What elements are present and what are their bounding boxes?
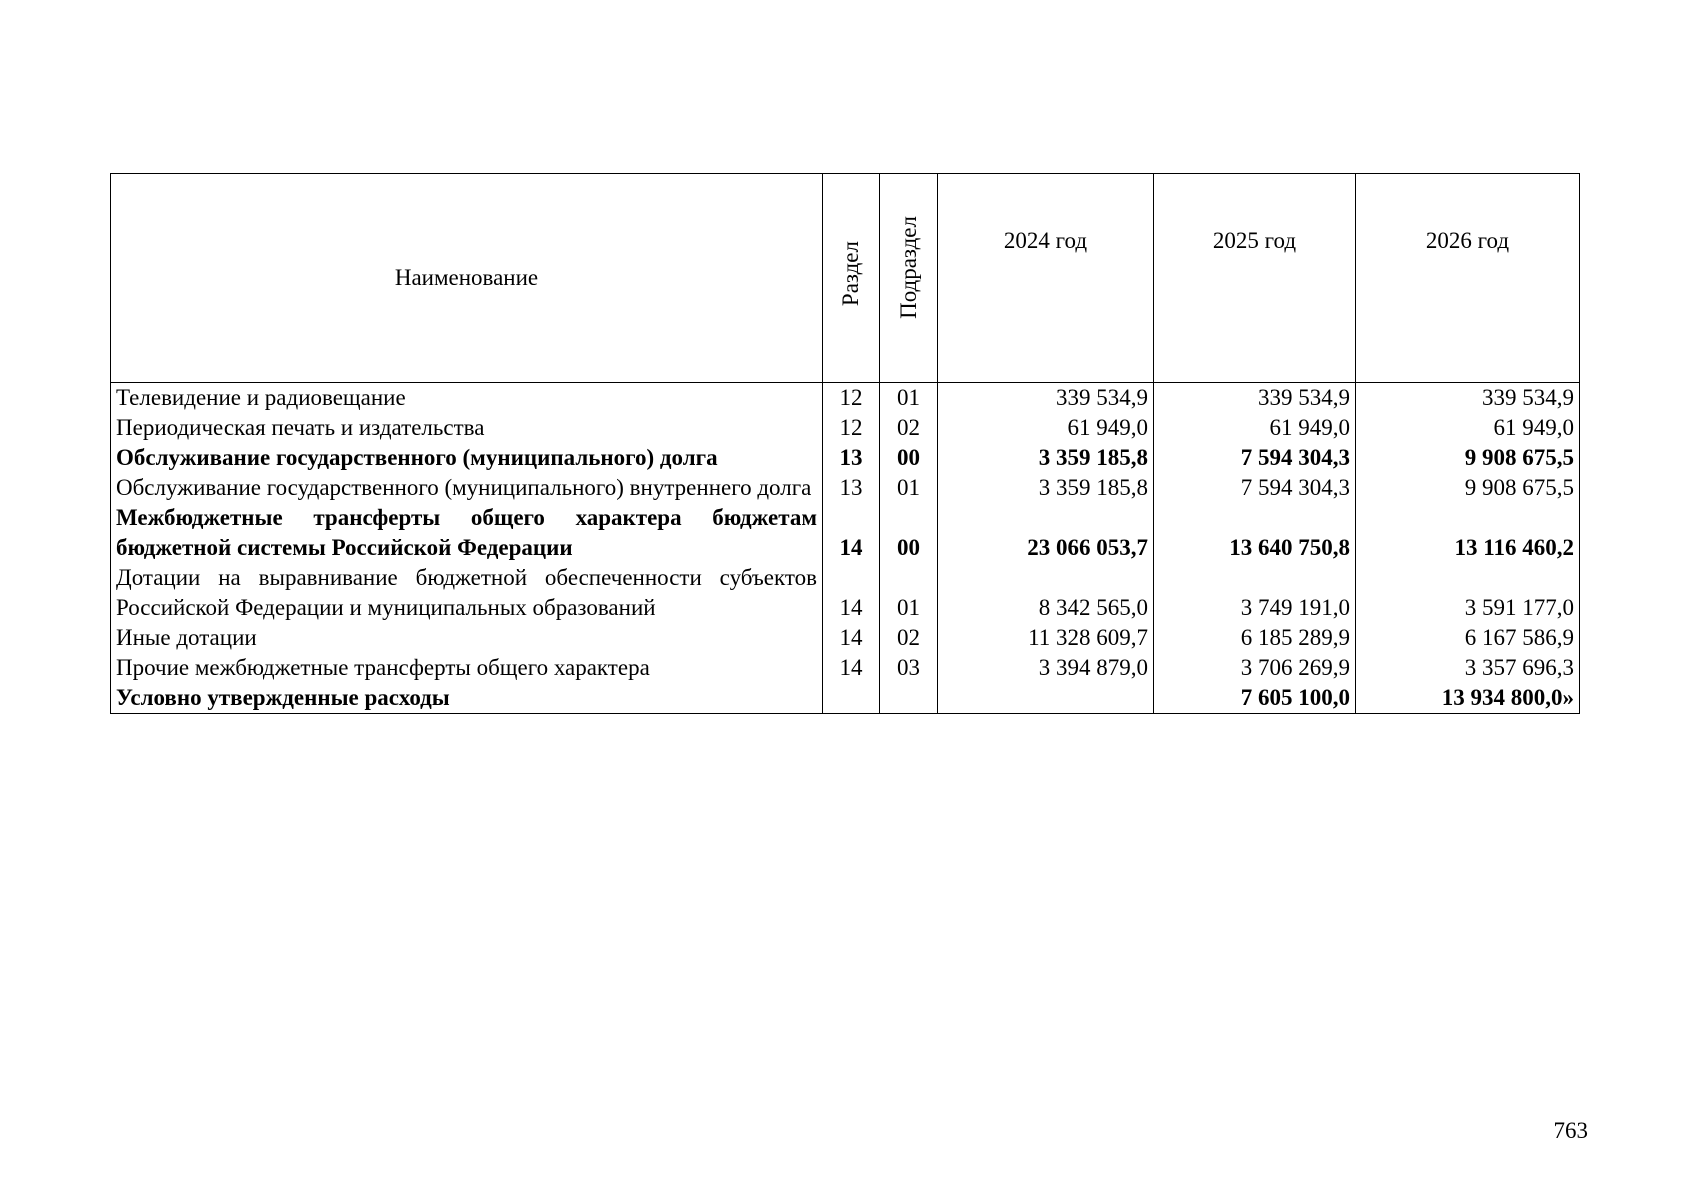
row-subsection: 02 (880, 413, 938, 443)
row-value-2024: 3 359 185,8 (938, 443, 1154, 473)
budget-table (110, 173, 1580, 714)
table-header-row (111, 174, 1580, 383)
table-row (111, 653, 1580, 683)
row-value-2025: 13 640 750,8 (1154, 503, 1356, 563)
row-subsection (880, 683, 938, 714)
row-subsection: 01 (880, 473, 938, 503)
table-row (111, 623, 1580, 653)
table-row (111, 413, 1580, 443)
row-value-2025: 3 706 269,9 (1154, 653, 1356, 683)
row-section: 12 (823, 383, 880, 414)
row-name: Обслуживание государственного (муниципального) внутреннего долга (111, 473, 823, 503)
row-value-2024: 339 534,9 (938, 383, 1154, 414)
row-value-2026: 61 949,0 (1356, 413, 1580, 443)
row-value-2024: 23 066 053,7 (938, 503, 1154, 563)
row-value-2024: 3 359 185,8 (938, 473, 1154, 503)
row-value-2026: 13 934 800,0» (1356, 683, 1580, 714)
row-name: Дотации на выравнивание бюджетной обеспеченности субъектов Российской Федерации и муниципальных образований (111, 563, 823, 623)
row-value-2025: 6 185 289,9 (1154, 623, 1356, 653)
row-value-2025: 3 749 191,0 (1154, 563, 1356, 623)
row-name: Периодическая печать и издательства (111, 413, 823, 443)
header-2024: 2024 год (938, 174, 1154, 383)
row-subsection: 01 (880, 563, 938, 623)
header-2026: 2026 год (1356, 174, 1580, 383)
row-section: 14 (823, 503, 880, 563)
row-value-2026: 339 534,9 (1356, 383, 1580, 414)
header-name: Наименование (111, 174, 823, 383)
row-value-2025: 7 594 304,3 (1154, 473, 1356, 503)
row-subsection: 00 (880, 503, 938, 563)
row-section: 14 (823, 623, 880, 653)
header-2025: 2025 год (1154, 174, 1356, 383)
row-section: 14 (823, 563, 880, 623)
row-value-2025: 7 605 100,0 (1154, 683, 1356, 714)
row-subsection: 02 (880, 623, 938, 653)
row-name: Прочие межбюджетные трансферты общего характера (111, 653, 823, 683)
row-value-2024: 11 328 609,7 (938, 623, 1154, 653)
row-value-2026: 3 591 177,0 (1356, 563, 1580, 623)
page-number: 763 (1553, 1118, 1588, 1143)
row-value-2026: 13 116 460,2 (1356, 503, 1580, 563)
row-section: 14 (823, 653, 880, 683)
row-subsection: 00 (880, 443, 938, 473)
header-subsection: Подраздел (880, 174, 938, 383)
table-row (111, 503, 1580, 563)
row-value-2026: 6 167 586,9 (1356, 623, 1580, 653)
table-row (111, 473, 1580, 503)
row-section: 13 (823, 473, 880, 503)
table-row (111, 383, 1580, 414)
row-subsection: 03 (880, 653, 938, 683)
row-value-2026: 9 908 675,5 (1356, 443, 1580, 473)
row-subsection: 01 (880, 383, 938, 414)
table-row (111, 443, 1580, 473)
row-name: Межбюджетные трансферты общего характера бюджетам бюджетной системы Российской Федерации (111, 503, 823, 563)
table-row (111, 683, 1580, 714)
row-value-2025: 61 949,0 (1154, 413, 1356, 443)
row-value-2025: 339 534,9 (1154, 383, 1356, 414)
row-name: Обслуживание государственного (муниципального) долга (111, 443, 823, 473)
row-value-2024: 61 949,0 (938, 413, 1154, 443)
row-section (823, 683, 880, 714)
header-section: Раздел (823, 174, 880, 383)
row-section: 13 (823, 443, 880, 473)
row-value-2024: 8 342 565,0 (938, 563, 1154, 623)
row-section: 12 (823, 413, 880, 443)
row-value-2026: 3 357 696,3 (1356, 653, 1580, 683)
row-value-2026: 9 908 675,5 (1356, 473, 1580, 503)
row-name: Телевидение и радиовещание (111, 383, 823, 414)
row-name: Иные дотации (111, 623, 823, 653)
table-row (111, 563, 1580, 623)
row-name: Условно утвержденные расходы (111, 683, 823, 714)
row-value-2025: 7 594 304,3 (1154, 443, 1356, 473)
row-value-2024: 3 394 879,0 (938, 653, 1154, 683)
row-value-2024 (938, 683, 1154, 714)
